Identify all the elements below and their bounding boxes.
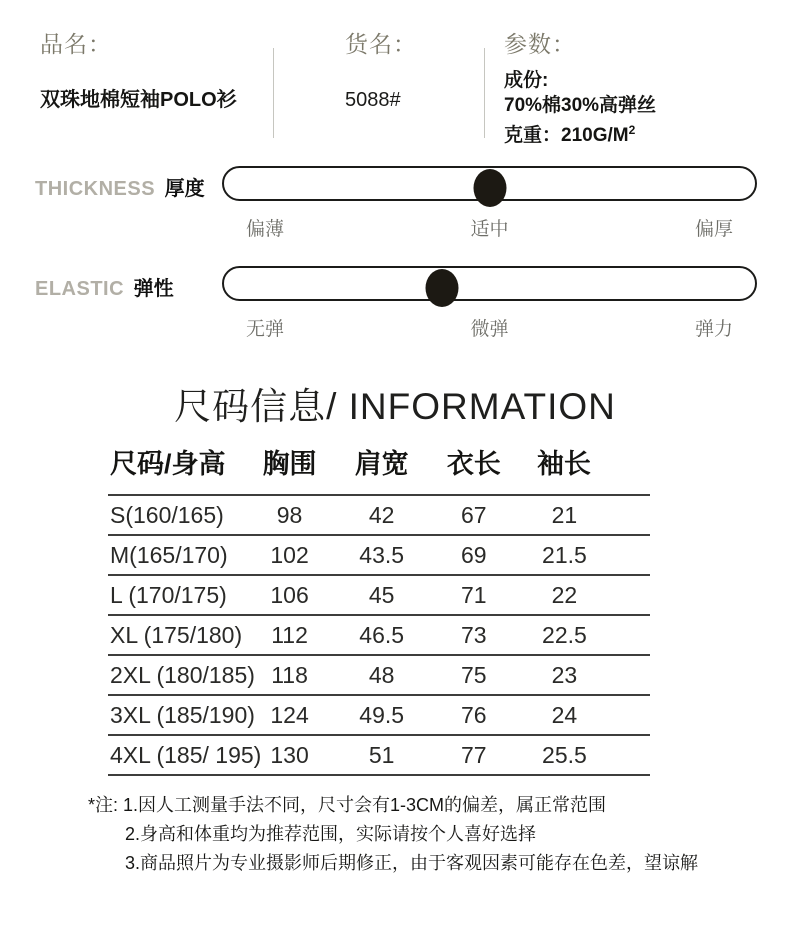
measurement-cell: 22 [520,575,650,615]
measurement-cell: 43.5 [336,535,428,575]
size-label-cell: XL (175/180) [108,615,244,655]
parameters-label: 参数： [504,31,576,57]
elastic-scale-mid: 微弹 [470,319,509,340]
composition-value: 70%棉30%高弹丝 [504,95,657,116]
size-info-title: 尺码信息/ INFORMATION [174,386,616,427]
col-header-shoulder: 肩宽 [336,440,428,495]
elastic-track [222,266,757,301]
elastic-label-en: ELASTIC [35,278,125,300]
composition-label: 成份: [504,70,549,91]
table-row [108,575,650,615]
measurement-cell: 21.5 [520,535,650,575]
size-table-header-row [108,440,650,495]
thickness-scale-high: 偏厚 [694,219,733,240]
measurement-cell: 45 [336,575,428,615]
size-label-cell: L (170/175) [108,575,244,615]
measurement-cell: 102 [244,535,336,575]
table-row [108,535,650,575]
elastic-label-zh: 弹性 [133,278,174,300]
col-header-length: 衣长 [428,440,520,495]
measurement-cell: 71 [428,575,520,615]
measurement-cell: 42 [336,495,428,535]
product-name-label: 品名： [40,31,112,57]
goods-no-value: 5088# [345,89,401,111]
size-table [108,440,650,776]
measurement-cell: 49.5 [336,695,428,735]
measurement-cell: 98 [244,495,336,535]
product-name-section [40,26,237,112]
thickness-scale [222,214,757,241]
elastic-label [35,272,174,301]
note-prefix: *注: [88,795,119,815]
table-row [108,695,650,735]
measurement-cell: 25.5 [520,735,650,775]
size-label-cell: S(160/165) [108,495,244,535]
measurement-cell: 130 [244,735,336,775]
elastic-scale [222,314,757,341]
size-label-cell: 3XL (185/190) [108,695,244,735]
weight-value: 210G/M [561,125,629,146]
col-header-chest: 胸围 [244,440,336,495]
measurement-cell: 124 [244,695,336,735]
thickness-label-en: THICKNESS [35,178,156,200]
note-line: 2.身高和体重均为推荐范围，实际请按个人喜好选择 [125,824,537,844]
col-header-sleeve: 袖长 [520,440,650,495]
note-text: 1.因人工测量手法不同，尺寸会有1-3CM的偏差，属正常范围 [123,795,607,815]
parameters-section [504,26,656,148]
goods-no-label: 货名： [345,31,417,57]
size-label-cell: 2XL (180/185) [108,655,244,695]
thickness-track [222,166,757,201]
weight-line [504,118,656,148]
vertical-divider [484,48,485,138]
size-label-cell: M(165/170) [108,535,244,575]
measurement-cell: 73 [428,615,520,655]
measurement-cell: 51 [336,735,428,775]
measurement-cell: 48 [336,655,428,695]
table-row [108,615,650,655]
col-header-size-height: 尺码/身高 [108,440,244,495]
thickness-scale-mid: 适中 [470,219,509,240]
table-row [108,735,650,775]
table-row [108,655,650,695]
measurement-cell: 112 [244,615,336,655]
elastic-scale-low: 无弹 [246,319,285,340]
vertical-divider [273,48,274,138]
size-label-cell: 4XL (185/ 195) [108,735,244,775]
measurement-cell: 118 [244,655,336,695]
weight-superscript: 2 [628,123,636,137]
thickness-indicator-dot [473,169,506,207]
measurement-cell: 24 [520,695,650,735]
measurement-cell: 106 [244,575,336,615]
table-row [108,495,650,535]
thickness-label-zh: 厚度 [164,178,205,200]
product-name-value: 双珠地棉短袖POLO衫 [40,89,237,111]
elastic-scale-high: 弹力 [694,319,733,340]
weight-label: 克重： [504,125,562,146]
thickness-label [35,172,205,201]
thickness-scale-low: 偏薄 [246,219,285,240]
measurement-cell: 75 [428,655,520,695]
measurement-cell: 23 [520,655,650,695]
measurement-cell: 22.5 [520,615,650,655]
measurement-cell: 46.5 [336,615,428,655]
notes-section [88,791,698,878]
measurement-cell: 21 [520,495,650,535]
measurement-cell: 76 [428,695,520,735]
measurement-cell: 77 [428,735,520,775]
elastic-indicator-dot [425,269,458,307]
measurement-cell: 69 [428,535,520,575]
goods-no-section [345,26,417,112]
measurement-cell: 67 [428,495,520,535]
size-table-body [108,495,650,775]
note-line: 3.商品照片为专业摄影师后期修正，由于客观因素可能存在色差，望谅解 [125,853,699,873]
note-line [88,791,698,820]
